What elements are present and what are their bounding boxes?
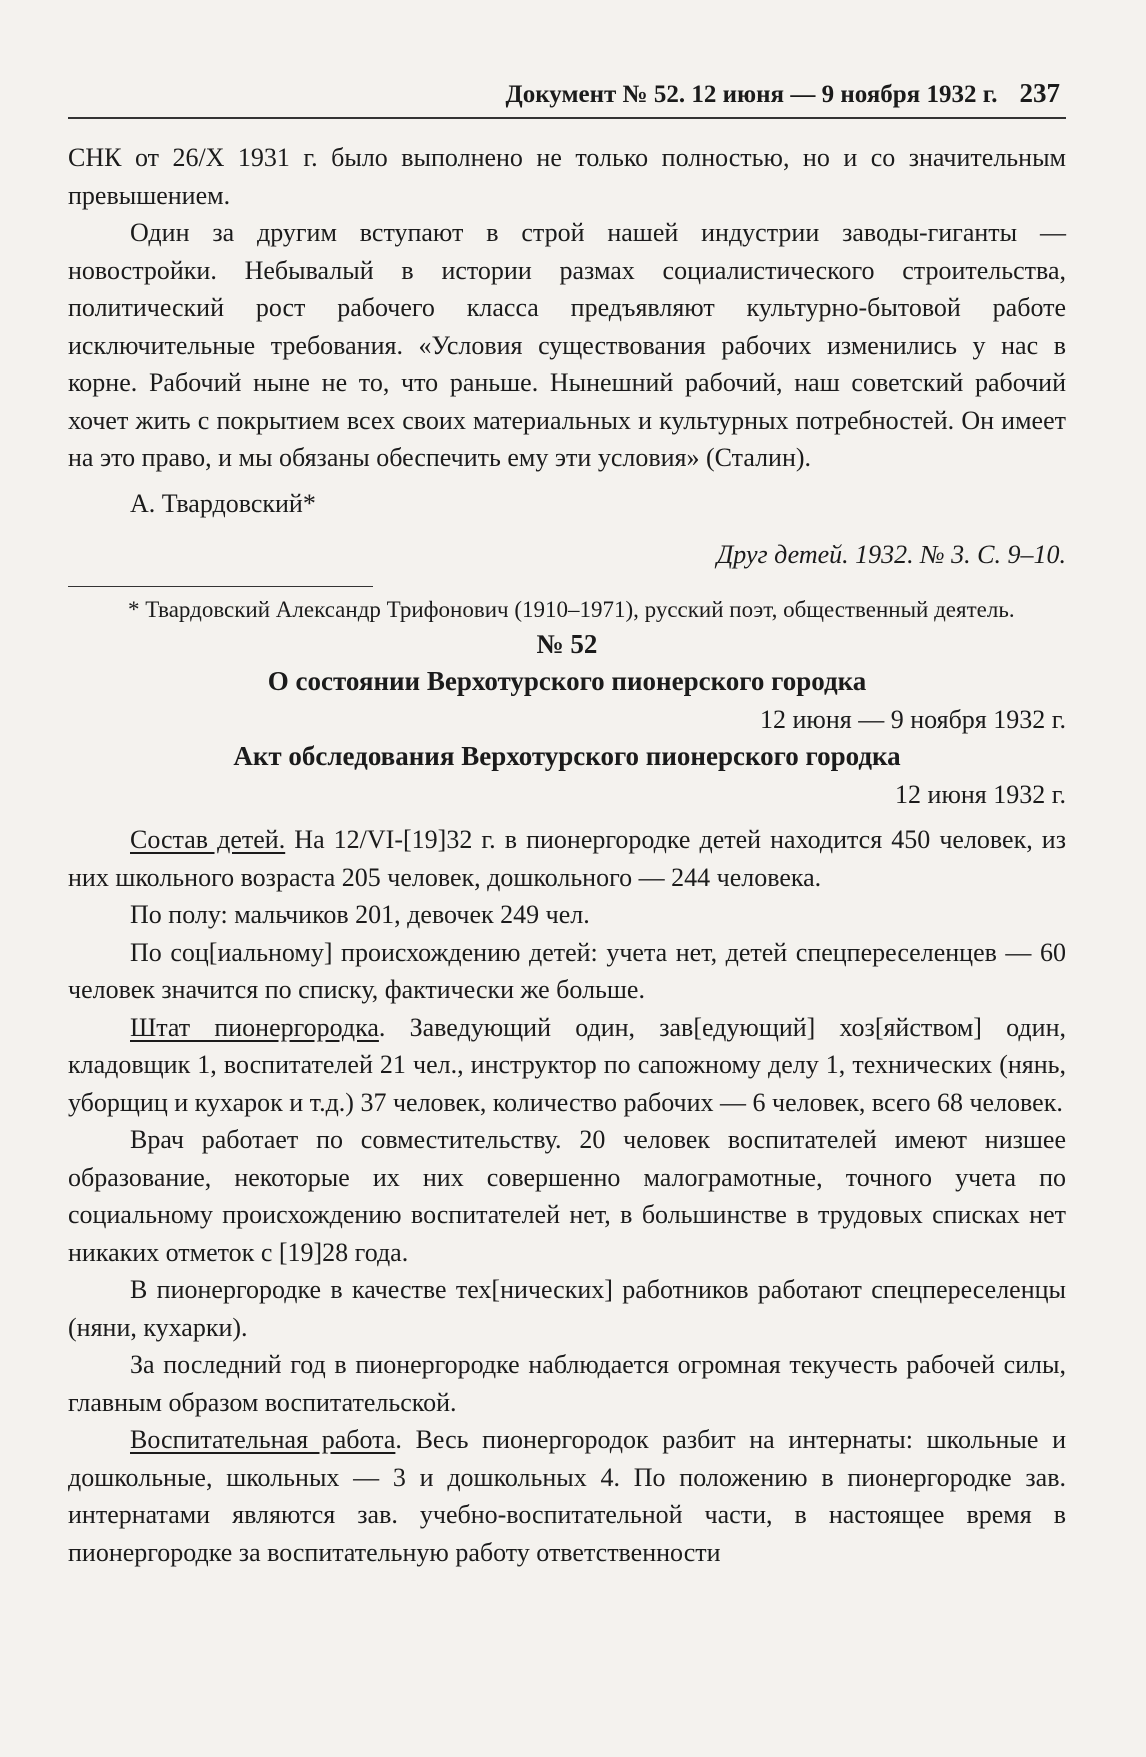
footnote-rule [68, 586, 373, 587]
sostav-label: Состав детей. [130, 825, 286, 854]
paragraph-po-soc: По соц[иальному] происхождению детей: учета нет, детей спецпереселенцев — 60 человек значится по списку, фактически же больше. [68, 937, 1066, 1004]
author-signature: А. Твардовский* [130, 488, 316, 518]
paragraph-industry: Один за другим вступают в строй нашей индустрии заводы-гиганты — новостройки. Небывалый в истории размах социалистического строительства, политический рост рабочего класса предъявляют культурно-бытовой работе исключительные требования. «Условия существования рабочих изменились у нас в корне. Рабочий ныне не то, что раньше. Нынешний рабочий, наш советский рабочий хочет жить с покрытием всех своих материальных и культурных потребностей. Он имеет на это право, и мы обязаны обеспечить ему эти условия» (Сталин). [68, 218, 1066, 472]
paragraph-continuation: СНК от 26/X 1931 г. было выполнено не только полностью, но и со значительным превышением. [68, 143, 1066, 210]
paragraph-po-polu: По полу: мальчиков 201, девочек 249 чел. [130, 900, 590, 929]
document-title: О состоянии Верхотурского пионерского городка [267, 666, 867, 696]
running-header-title: Документ № 52. 12 июня — 9 ноября 1932 г. [505, 81, 998, 108]
vosp-text: . Весь пионергородок разбит на интернаты: школьные и дошкольные, школьных — 3 и дошкольных 4. По положению в пионергородке зав. интернатами являются зав. учебно-воспитательной части, в настоящее время в пионергородке за воспитательную работу ответственности [68, 1425, 1066, 1567]
running-header [68, 78, 1066, 109]
header-rule [68, 117, 1066, 119]
paragraph-tech: В пионергородке в качестве тех[нических] работников работают спецпереселенцы (няни, кухарки). [68, 1275, 1066, 1342]
act-title: Акт обследования Верхотурского пионерского городка [233, 741, 901, 771]
document-number: № 52 [536, 628, 598, 659]
page-number: 237 [1019, 78, 1060, 108]
paragraph-shtat [68, 1009, 1066, 1122]
paragraph-vrach: Врач работает по совместительству. 20 человек воспитателей имеют низшее образование, некоторые их них совершенно малограмотные, точного учета по социальному происхождению воспитателей нет, в большинстве в трудовых списках нет никаких отметок с [19]28 года. [68, 1125, 1066, 1267]
sostav-text: На 12/VI-[19]32 г. в пионергородке детей находится 450 человек, из них школьного возраста 205 человек, дошкольного — 244 человека. [68, 825, 1066, 892]
document-date-range: 12 июня — 9 ноября 1932 г. [759, 704, 1066, 734]
paragraph-vosp [68, 1421, 1066, 1571]
source-citation: Друг детей. 1932. № 3. С. 9–10. [716, 540, 1066, 569]
shtat-label: Штат пионергородка [130, 1012, 379, 1042]
shtat-text: . Заведующий один, зав[едующий] хоз[яйством] один, кладовщик 1, воспитателей 21 чел., инструктор по сапожному делу 1, технических (нянь, уборщиц и кухарок и т.д.) 37 человек, количество рабочих — 6 человек, всего 68 человек. [68, 1012, 1066, 1117]
body-text [68, 139, 1066, 1571]
paragraph-tekuchest: За последний год в пионергородке наблюдается огромная текучесть рабочей силы, главным образом воспитательской. [68, 1350, 1066, 1417]
paragraph-sostav [68, 821, 1066, 896]
vosp-label: Воспитательная работа [130, 1425, 396, 1454]
act-date: 12 июня 1932 г. [895, 779, 1066, 809]
footnote: * Твардовский Александр Трифонович (1910–1971), русский поэт, общественный деятель. [128, 596, 1015, 622]
